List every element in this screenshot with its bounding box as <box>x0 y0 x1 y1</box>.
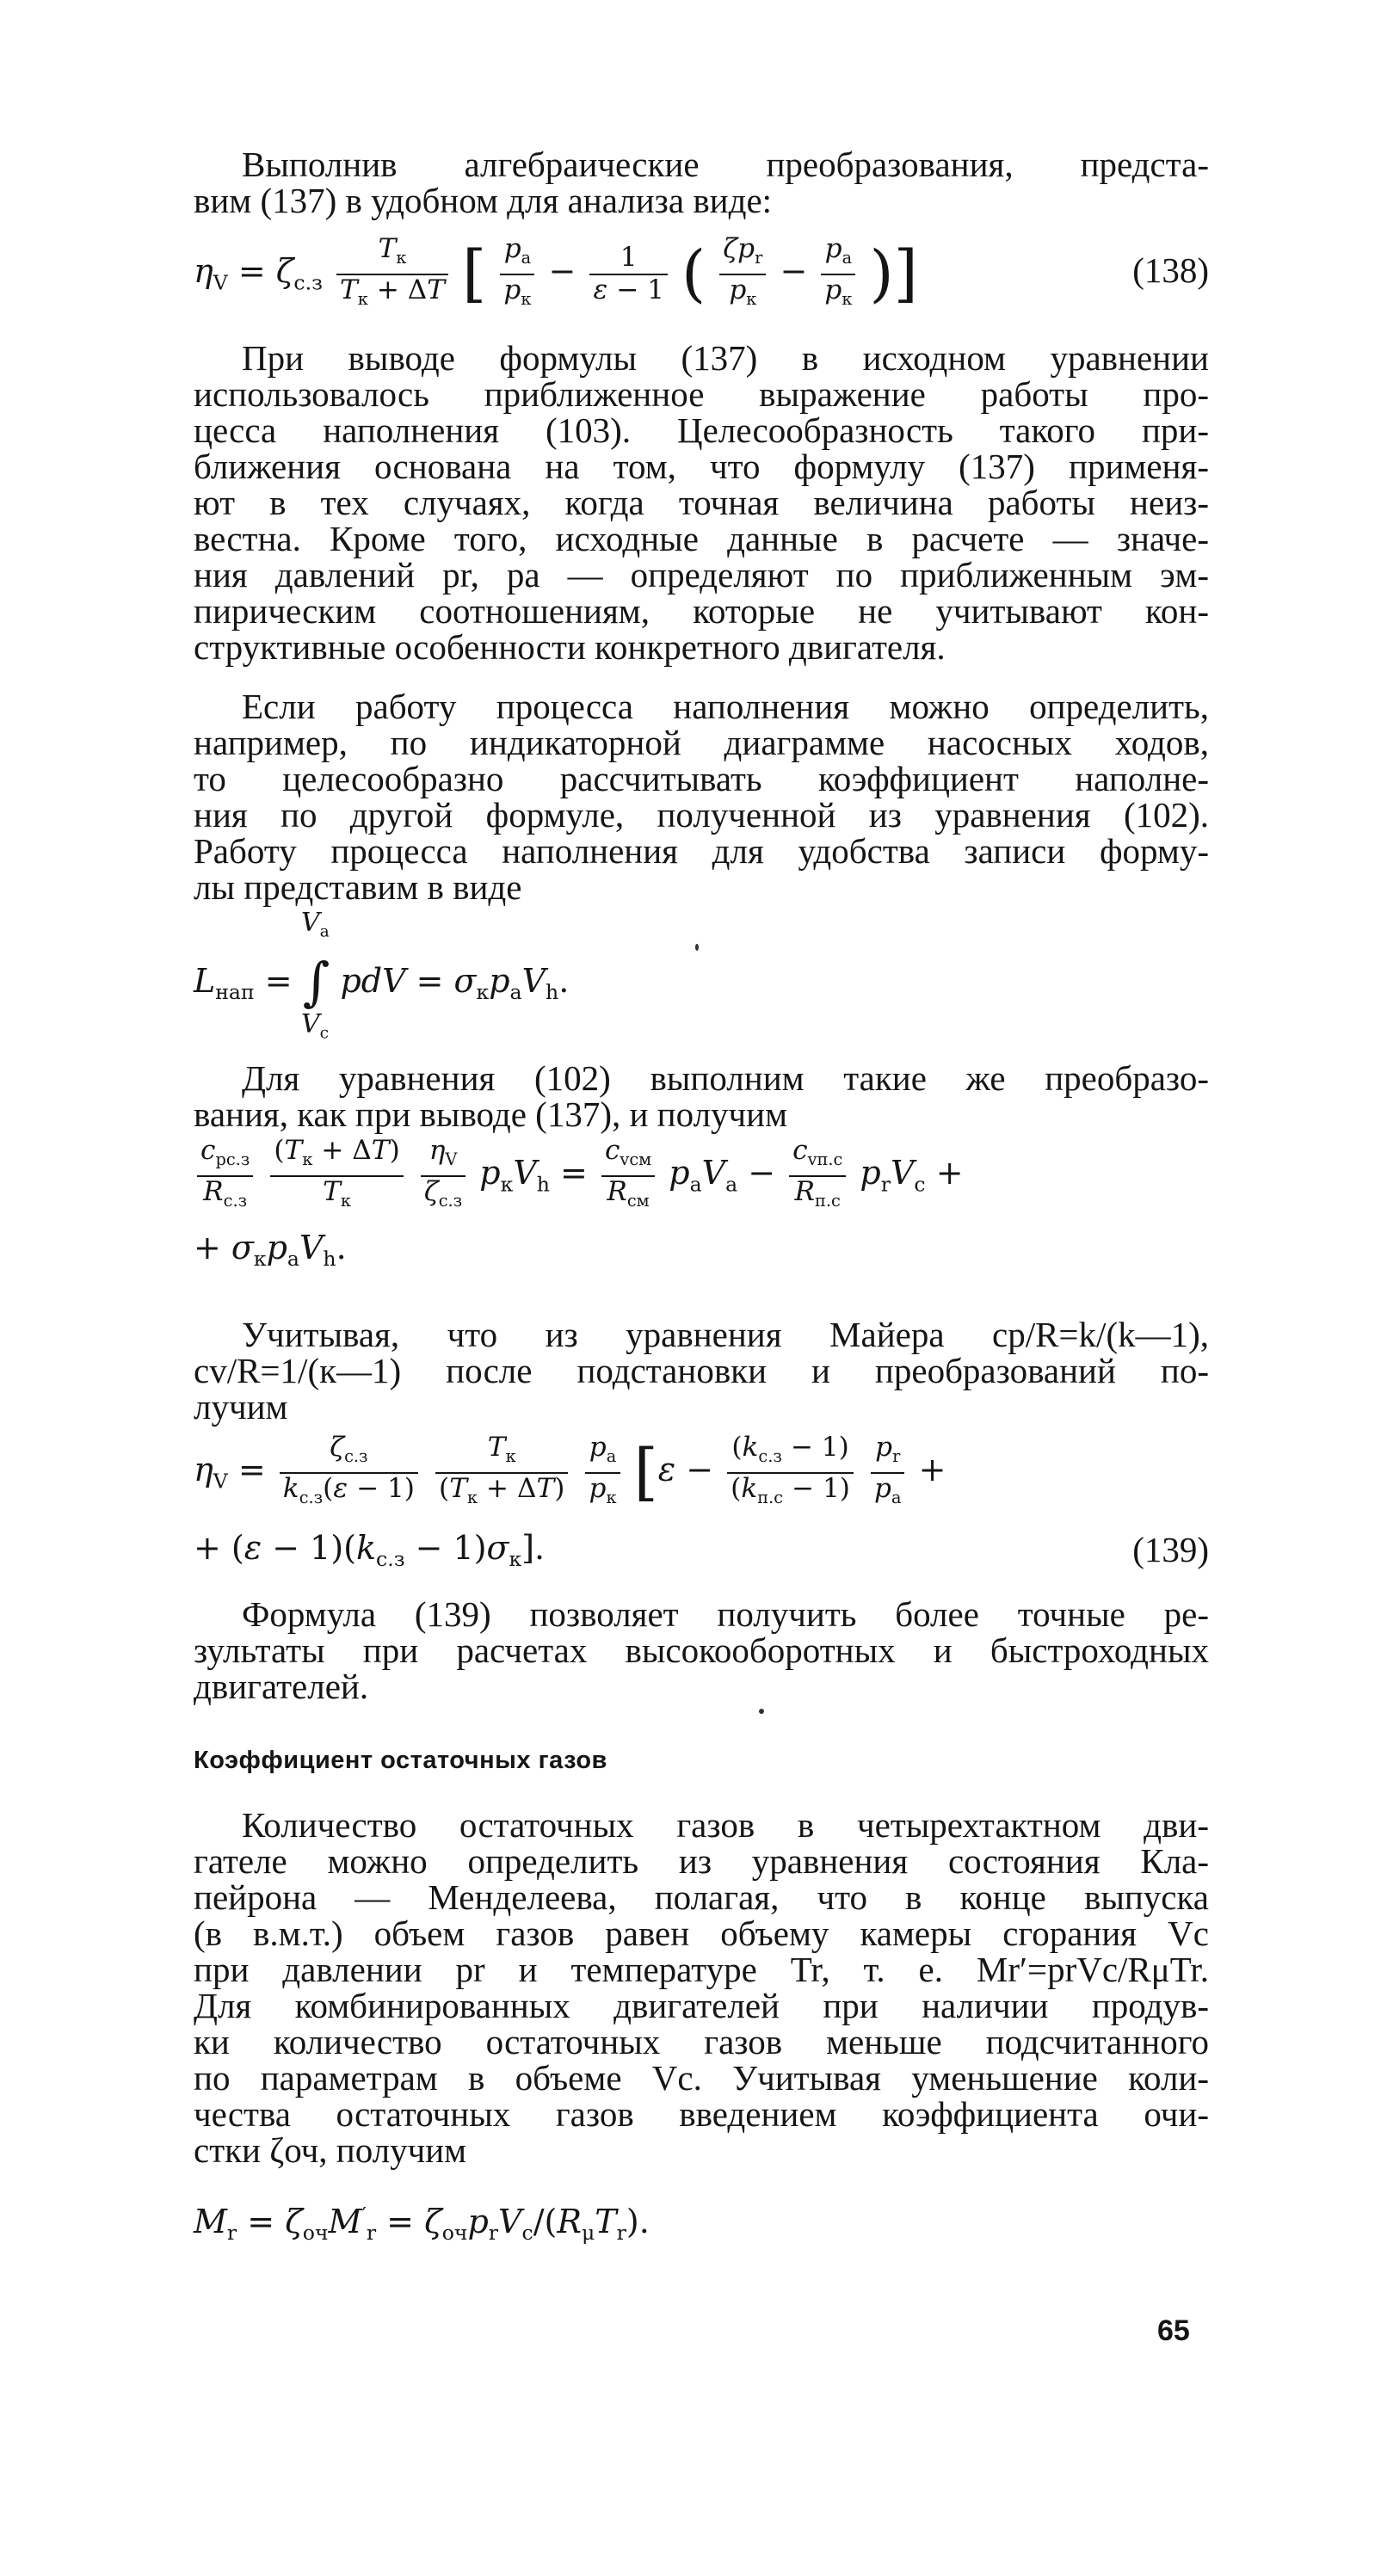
text-line: (в в.м.т.) объем газов равен объему камеры сгорания Vc <box>194 1914 1209 1953</box>
equation-139: $\eta_V$ = $\frac{\zeta_{с.з}}{k_{с.з}(\varepsilon - 1)}$ $\frac{T_к}{(T_к + \Delta T)}$ $\frac{p_a}{p_к}$ [ε − $\frac{(k_{с.з} - 1)}{(k_{п.с} - 1)}$ $\frac{p_r}{p_a}$ + + $(\varepsilon - 1)(k_{с.з} - 1)\sigma_к$]. (139) <box>194 1432 1209 1572</box>
equation-number: (138) <box>1132 250 1209 290</box>
text-line: Формула (139) позволяет получить более точные ре- <box>242 1594 1209 1634</box>
text-line: ния давлений pr, pa — определяют по приближенным эм- <box>194 555 1209 595</box>
text-line: Для уравнения (102) выполним такие же преобразо- <box>242 1058 1209 1098</box>
text-line: то целесообразно рассчитывать коэффициент наполне- <box>194 759 1209 798</box>
paragraph-intro <box>194 146 1209 219</box>
text-line: по параметрам в объеме Vc. Учитывая уменьшение коли- <box>194 2058 1209 2098</box>
text-line: стки ζоч, получим <box>194 2130 467 2170</box>
text-line: пирическим соотношениям, которые не учитывают кон- <box>194 591 1209 631</box>
paragraph-derivation-note <box>194 340 1209 665</box>
paragraph-filling-work <box>194 688 1209 905</box>
text-line: Учитывая, что из уравнения Майера cp/R=k/(k—1), <box>242 1315 1209 1354</box>
speck <box>695 944 699 951</box>
text-line: ки количество остаточных газов меньше подсчитанного <box>194 2022 1209 2061</box>
section-heading: Коэффициент остаточных газов <box>194 1747 607 1774</box>
text-line: вим (137) в удобном для анализа виде: <box>194 181 773 220</box>
equation-filling-work: $V_a$ $L_{нап}$ = ∫ pdV = $\sigma_кp_aV_h$. $V_c$ <box>194 908 570 1043</box>
text-line: структивные особенности конкретного двигателя. <box>194 627 946 667</box>
text-line: чества остаточных газов введением коэффициента очи- <box>194 2094 1209 2134</box>
paragraph-formula-accuracy <box>194 1596 1209 1704</box>
text-line: цесса наполнения (103). Целесообразность такого при- <box>194 410 1209 450</box>
paragraph-residual-gases <box>194 1807 1209 2168</box>
text-line: Для комбинированных двигателей при наличии продув- <box>194 1986 1209 2025</box>
text-line: гателе можно определить из уравнения состояния Кла- <box>194 1841 1209 1881</box>
text-line: например, по индикаторной диаграмме насосных ходов, <box>194 723 1209 762</box>
text-line: Если работу процесса наполнения можно определить, <box>242 687 1209 726</box>
text-line: вестна. Кроме того, исходные данные в расчете — значе- <box>194 519 1209 558</box>
text-line: при давлении pr и температуре Tr, т. е. Mr′=prVc/RμTr. <box>194 1950 1209 1989</box>
equation-138: $\eta_V = \zeta_{с.з}$ $\frac{T_к}{T_к + \Delta T}$ [ $\frac{p_a}{p_к}$ − $\frac{1}{\varepsilon - 1}$ ( $\frac{\zeta p_r}{p_к}$ − $\frac{p_a}{p_к}$ )] (138) <box>194 233 1209 311</box>
text-line: cv/R=1/(к—1) после подстановки и преобразований по- <box>194 1351 1209 1390</box>
equation-intermediate: $\frac{c_{pс.з}}{R_{с.з}}$ $\frac{(T_к + \Delta T)}{T_к}$ $\frac{\eta_V}{\zeta_{с.з}}$ $p_кV_h$ = $\frac{c_{vсм}}{R_{см}}$ $p_aV_a$ − $\frac{c_{vп.с}}{R_{п.с}}$ $p_rV_c$ + + $\sigma_кp_aV_h$. <box>194 1135 964 1272</box>
text-line: вания, как при выводе (137), и получим <box>194 1094 788 1134</box>
text-line: Количество остаточных газов в четырехтактном дви- <box>242 1805 1209 1845</box>
text-line: При выводе формулы (137) в исходном уравнении <box>242 338 1209 378</box>
text-line: ния по другой формуле, полученной из уравнения (102). <box>194 795 1209 835</box>
text-line: Работу процесса наполнения для удобства записи форму- <box>194 831 1209 871</box>
page-number: 65 <box>1157 2314 1190 2347</box>
text-line: двигателей. <box>194 1667 369 1706</box>
text-line: Выполнив алгебраические преобразования, предста- <box>242 145 1209 184</box>
equation-number: (139) <box>1132 1530 1209 1569</box>
text-line: ближения основана на том, что формулу (137) применя- <box>194 447 1209 486</box>
equation-residual-gases: $M_r = \zeta_{оч}M'_r = \zeta_{оч}p_rV_c/(R_\mu T_r)$. <box>194 2203 650 2246</box>
text-line: зультаты при расчетах высокооборотных и быстроходных <box>194 1630 1209 1670</box>
speck <box>759 1709 764 1714</box>
text-line: ют в тех случаях, когда точная величина работы неиз- <box>194 483 1209 522</box>
text-line: использовалось приближенное выражение работы про- <box>194 374 1209 414</box>
text-line: лучим <box>194 1387 288 1427</box>
text-line: пейрона — Менделеева, полагая, что в конце выпуска <box>194 1877 1209 1917</box>
paragraph-transformations <box>194 1060 1209 1132</box>
text-line: лы представим в виде <box>194 867 522 907</box>
paragraph-mayer <box>194 1316 1209 1425</box>
